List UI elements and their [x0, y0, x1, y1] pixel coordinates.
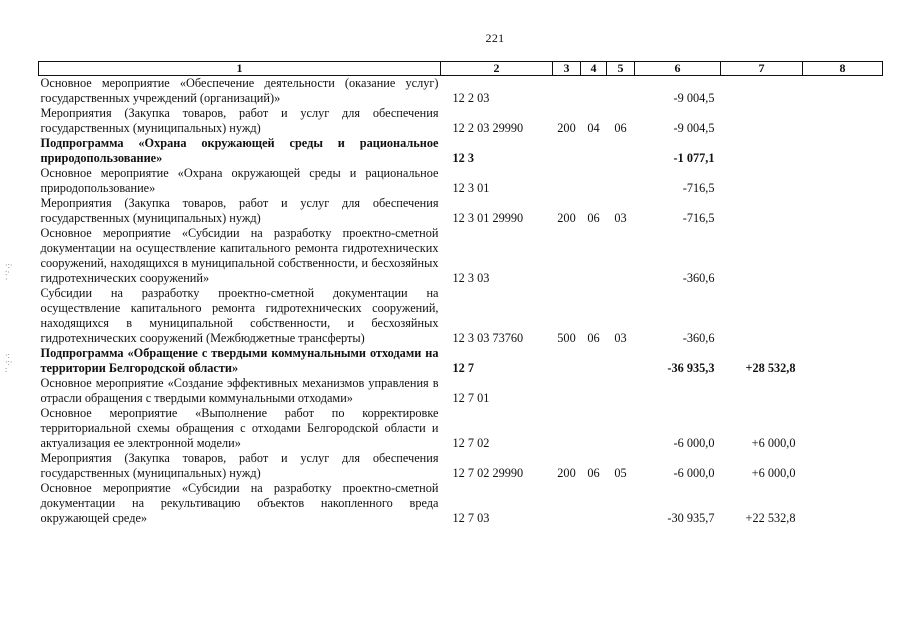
- column-header: 5: [607, 62, 635, 76]
- expense-type-cell: 200: [557, 121, 576, 135]
- column-header: 6: [635, 62, 721, 76]
- subsection-cell: [607, 76, 635, 107]
- amount-change-cell: -36 935,3: [667, 361, 715, 375]
- subsection-cell: 03: [614, 211, 627, 225]
- item-name-cell: Субсидии на разработку проектно-сметной документации на осуществление капитального ремонта гидротехнических сооружений, находящихся в муниципальной собственности, и бесхозяйных гидротехнических сооружений (Межбюджетные трансферты): [40, 286, 439, 345]
- expense-type-cell: [553, 346, 581, 376]
- budget-table-container: [38, 61, 882, 526]
- expense-type-cell: [553, 406, 581, 451]
- section-cell: [581, 481, 607, 526]
- amount-cell: [803, 376, 883, 406]
- target-code-cell: 12 3 01 29990: [452, 211, 524, 225]
- amount-change-cell: -360,6: [682, 331, 715, 345]
- amount-change-cell: +6 000,0: [751, 436, 796, 450]
- subsection-cell: [607, 346, 635, 376]
- section-cell: 06: [587, 331, 600, 345]
- scan-margin-marks: ·:· :· ·: [5, 261, 13, 284]
- table-row: [39, 106, 883, 136]
- amount-cell: [803, 406, 883, 451]
- target-code-cell: 12 3: [452, 151, 475, 165]
- table-row: [39, 451, 883, 481]
- target-code-cell: 12 2 03: [452, 91, 490, 105]
- section-cell: [581, 346, 607, 376]
- section-cell: 06: [587, 466, 600, 480]
- section-cell: 04: [587, 121, 600, 135]
- amount-cell: [803, 166, 883, 196]
- table-row: [39, 76, 883, 107]
- subsection-cell: [607, 406, 635, 451]
- target-code-cell: 12 3 03: [452, 271, 490, 285]
- expense-type-cell: [553, 136, 581, 166]
- section-cell: [581, 226, 607, 286]
- item-name-cell: Мероприятия (Закупка товаров, работ и услуг для обеспечения государственных (муниципальных) нужд): [40, 106, 439, 135]
- amount-change-cell: +6 000,0: [751, 466, 796, 480]
- amount-cell: [803, 136, 883, 166]
- item-name-cell: Основное мероприятие «Субсидии на разработку проектно-сметной документации на осуществление капитального ремонта гидротехнических сооружений, находящихся в муниципальной собственности, и бесхозяйных гидротехнических сооружений»: [40, 226, 439, 285]
- section-cell: [581, 76, 607, 107]
- expense-type-cell: [553, 481, 581, 526]
- expense-type-cell: [553, 166, 581, 196]
- amount-change-cell: [721, 136, 803, 166]
- item-name-cell: Основное мероприятие «Выполнение работ по корректировке территориальной схемы обращения с отходами Белгородской области и актуализация ее электронной модели»: [40, 406, 439, 450]
- table-row: [39, 346, 883, 376]
- subsection-cell: [607, 226, 635, 286]
- column-header: 8: [803, 62, 883, 76]
- item-name-cell: Мероприятия (Закупка товаров, работ и услуг для обеспечения государственных (муниципальных) нужд): [40, 196, 439, 225]
- target-code-cell: 12 2 03 29990: [452, 121, 524, 135]
- table-header-row: [39, 62, 883, 76]
- amount-change-cell: [721, 226, 803, 286]
- expense-type-cell: [553, 226, 581, 286]
- expense-type-cell: 200: [557, 466, 576, 480]
- column-header: 4: [581, 62, 607, 76]
- amount-change-cell: -6 000,0: [673, 436, 715, 450]
- amount-cell: [803, 196, 883, 226]
- amount-change-cell: [721, 166, 803, 196]
- item-name-cell: Основное мероприятие «Субсидии на разработку проектно-сметной документации на рекультивацию объектов накопленного вреда окружающей среде»: [40, 481, 439, 525]
- target-code-cell: 12 7: [452, 361, 475, 375]
- amount-change-cell: -716,5: [682, 181, 715, 195]
- table-row: [39, 166, 883, 196]
- subsection-cell: [607, 376, 635, 406]
- section-cell: [581, 376, 607, 406]
- item-name-cell: Мероприятия (Закупка товаров, работ и услуг для обеспечения государственных (муниципальных) нужд): [40, 451, 439, 480]
- amount-change-cell: -6 000,0: [673, 466, 715, 480]
- item-name-cell: Основное мероприятие «Охрана окружающей среды и рациональное природопользование»: [40, 166, 439, 195]
- amount-cell: [803, 481, 883, 526]
- amount-change-cell: +28 532,8: [745, 361, 796, 375]
- amount-change-cell: +22 532,8: [745, 511, 796, 525]
- subsection-cell: 03: [614, 331, 627, 345]
- amount-cell: [803, 346, 883, 376]
- scan-margin-marks: ·: ·:· :: [5, 351, 13, 374]
- amount-change-cell: [721, 376, 803, 406]
- item-name-cell: Подпрограмма «Обращение с твердыми коммунальными отходами на территории Белгородской области»: [40, 346, 439, 375]
- column-header: 2: [441, 62, 553, 76]
- table-row: [39, 481, 883, 526]
- table-row: [39, 286, 883, 346]
- table-row: [39, 226, 883, 286]
- target-code-cell: 12 7 01: [452, 391, 490, 405]
- amount-change-cell: [721, 76, 803, 107]
- item-name-cell: Основное мероприятие «Создание эффективных механизмов управления в отрасли обращения с твердыми коммунальными отходами»: [40, 376, 439, 405]
- amount-cell: [803, 106, 883, 136]
- amount-change-cell: -716,5: [682, 211, 715, 225]
- amount-cell: [803, 286, 883, 346]
- budget-table: [38, 61, 883, 526]
- target-code-cell: 12 7 03: [452, 511, 490, 525]
- target-code-cell: 12 3 03 73760: [452, 331, 524, 345]
- subsection-cell: [607, 166, 635, 196]
- expense-type-cell: 500: [557, 331, 576, 345]
- table-row: [39, 136, 883, 166]
- column-header: 3: [553, 62, 581, 76]
- amount-change-cell: -360,6: [682, 271, 715, 285]
- table-body: [39, 76, 883, 527]
- amount-cell: [803, 226, 883, 286]
- section-cell: 06: [587, 211, 600, 225]
- subsection-cell: [607, 481, 635, 526]
- amount-cell: [803, 451, 883, 481]
- target-code-cell: 12 3 01: [452, 181, 490, 195]
- amount-change-cell: -9 004,5: [673, 121, 715, 135]
- column-header: 7: [721, 62, 803, 76]
- amount-change-cell: [721, 196, 803, 226]
- subsection-cell: 05: [614, 466, 627, 480]
- section-cell: [581, 136, 607, 166]
- target-code-cell: 12 7 02 29990: [452, 466, 524, 480]
- column-header: 1: [39, 62, 441, 76]
- amount-change-cell: [721, 286, 803, 346]
- amount-change-cell: [721, 106, 803, 136]
- table-row: [39, 376, 883, 406]
- target-code-cell: 12 7 02: [452, 436, 490, 450]
- item-name-cell: Основное мероприятие «Обеспечение деятельности (оказание услуг) государственных учреждений (организаций)»: [40, 76, 439, 105]
- amount-change-cell: -30 935,7: [667, 511, 715, 525]
- expense-type-cell: [553, 76, 581, 107]
- amount-change-cell: -1 077,1: [673, 151, 715, 165]
- expense-type-cell: [553, 376, 581, 406]
- amount-cell: [803, 76, 883, 107]
- table-row: [39, 196, 883, 226]
- section-cell: [581, 166, 607, 196]
- amount-change-cell: [635, 376, 721, 406]
- table-row: [39, 406, 883, 451]
- item-name-cell: Подпрограмма «Охрана окружающей среды и рациональное природопользование»: [40, 136, 439, 165]
- section-cell: [581, 406, 607, 451]
- page-number: 221: [485, 31, 505, 45]
- amount-change-cell: -9 004,5: [673, 91, 715, 105]
- expense-type-cell: 200: [557, 211, 576, 225]
- subsection-cell: [607, 136, 635, 166]
- subsection-cell: 06: [614, 121, 627, 135]
